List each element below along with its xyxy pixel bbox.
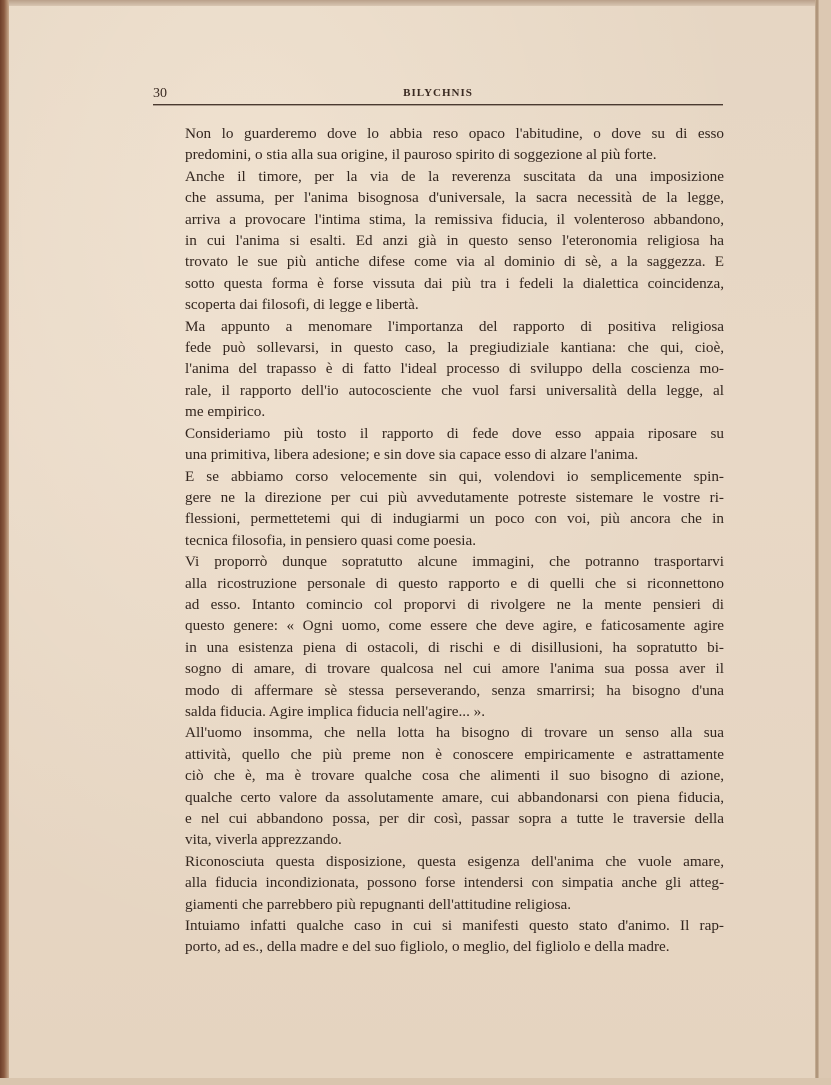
paragraph: [155, 123, 724, 166]
text-line: Intuiamo infatti qualche caso in cui si manifesti questo stato d'animo. Il rap-: [185, 917, 724, 935]
page-number: 30: [153, 86, 167, 101]
page-bottom-edge: [0, 1078, 831, 1085]
text-line: trovato le sue più antiche difese come via al dominio di sè, a la saggezza. E: [185, 253, 724, 271]
text-line: flessioni, permettetemi qui di indugiarmi un poco con voi, più ancora che in: [185, 510, 724, 528]
text-line: predomini, o stia alla sua origine, il pauroso spirito di soggezione al più forte.: [185, 146, 657, 164]
header-rule: [153, 104, 723, 105]
text-line: rale, il rapporto dell'io autocosciente che vuol farsi universalità della legge, al: [185, 381, 724, 399]
text-line: porto, ad es., della madre e del suo figliolo, o meglio, del figliolo e della madre.: [185, 938, 670, 956]
text-line: che assuma, per l'anima bisognosa d'universale, la sacra necessità de la legge,: [185, 189, 724, 207]
paragraph: [155, 466, 724, 552]
text-line: modo di affermare sè stessa perseverando, senza smarrirsi; ha bisogno d'una: [185, 681, 724, 699]
body-text: [155, 123, 724, 958]
paragraph: [155, 851, 724, 915]
text-line: Consideriamo più tosto il rapporto di fede dove esso appaia riposare su: [185, 424, 724, 442]
text-line: questo genere: « Ogni uomo, come essere che deve agire, e faticosamente agire: [185, 617, 724, 635]
paragraph: [155, 423, 724, 466]
text-line: vita, viverla apprezzando.: [185, 831, 342, 849]
text-line: sotto questa forma è forse vissuta dai più tra i fedeli la dialettica coincidenza,: [185, 274, 724, 292]
text-line: qualche certo valore da assolutamente amare, cui abbandonarsi con piena fiducia,: [185, 788, 724, 806]
next-page-strip: [819, 0, 831, 1085]
text-line: ad esso. Intanto comincio col proporvi di rivolgere ne la mente pensieri di: [185, 595, 724, 613]
text-line: alla fiducia incondizionata, possono forse intendersi con simpatia anche gli atteg-: [185, 874, 724, 892]
text-line: Anche il timore, per la via de la reverenza suscitata da una imposizione: [185, 167, 724, 185]
text-line: l'anima del trapasso è di fatto l'ideal processo di sviluppo della coscienza mo-: [185, 360, 724, 378]
text-line: scoperta dai filosofi, di legge e libertà.: [185, 296, 419, 314]
text-line: attività, quello che più preme non è conoscere empiricamente e astrattamente: [185, 745, 724, 763]
text-line: Vi proporrò dunque sopratutto alcune immagini, che potranno trasportarvi: [185, 553, 724, 571]
text-line: gere ne la direzione per cui più avvedutamente potreste sistemare le vostre ri-: [185, 488, 724, 506]
text-line: E se abbiamo corso velocemente sin qui, volendovi io semplicemente spin-: [185, 467, 724, 485]
text-line: Ma appunto a menomare l'importanza del rapporto di positiva religiosa: [185, 317, 724, 335]
text-line: alla ricostruzione personale di questo rapporto e di quelli che si riconnettono: [185, 574, 724, 592]
page-top-edge: [0, 0, 831, 6]
text-line: e nel cui abbandono possa, per dir così, passar sopra a tutte le traversie della: [185, 810, 724, 827]
text-line: in una esistenza piena di ostacoli, di rischi e di disillusioni, ha sopratutto bi-: [185, 638, 724, 656]
paragraph: [155, 722, 724, 850]
text-line: una primitiva, libera adesione; e sin dove sia capace esso di alzare l'anima.: [185, 446, 639, 464]
text-line: All'uomo insomma, che nella lotta ha bisogno di trovare un senso alla sua: [185, 724, 724, 742]
page-spine-edge: [0, 0, 9, 1085]
text-line: tecnica filosofia, in pensiero quasi come poesia.: [185, 531, 476, 549]
text-line: giamenti che parrebbero più repugnanti dell'attitudine religiosa.: [185, 895, 572, 913]
text-line: me empirico.: [185, 403, 266, 421]
paragraph: [155, 166, 724, 316]
paragraph: [155, 915, 724, 958]
journal-title: BILYCHNIS: [403, 87, 473, 99]
text-line: salda fiducia. Agire implica fiducia nell'agire... ».: [185, 702, 486, 720]
text-line: arriva a provocare l'intima stima, la remissiva fiducia, il volenteroso abbandono,: [185, 210, 724, 228]
text-line: Non lo guarderemo dove lo abbia reso opaco l'abitudine, o dove su di esso: [185, 125, 724, 142]
text-line: sogno di amare, di trovare qualcosa nel cui amore l'anima sua possa aver il: [185, 660, 724, 678]
running-head: [153, 86, 723, 106]
text-line: fede può sollevarsi, in questo caso, la pregiudiziale kantiana: che qui, cioè,: [185, 339, 724, 357]
text-line: in cui l'anima si esalti. Ed anzi già in questo senso l'eteronomia religiosa ha: [185, 232, 724, 250]
paragraph: [155, 316, 724, 423]
text-line: ciò che è, ma è trovare qualche cosa che alimenti il suo bisogno di azione,: [185, 767, 724, 785]
text-line: Riconosciuta questa disposizione, questa esigenza dell'anima che vuole amare,: [185, 852, 724, 870]
paragraph: [155, 551, 724, 722]
